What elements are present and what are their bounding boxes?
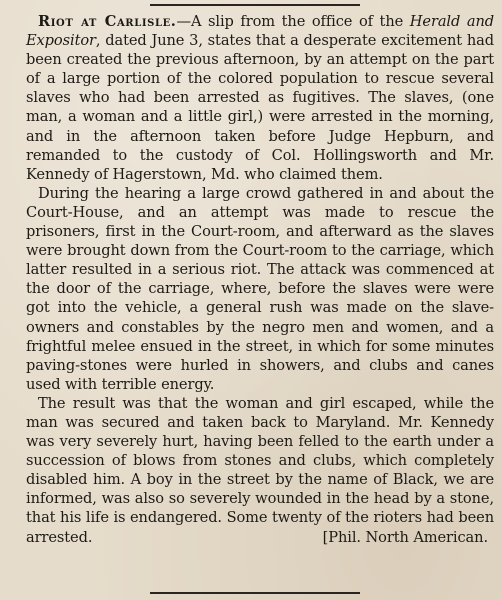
paragraph-1: [26, 12, 494, 184]
source-attribution: [Phil. North American.: [322, 528, 488, 546]
paragraph-3: [26, 394, 494, 547]
article-body: [26, 12, 494, 547]
bottom-divider-rule: [150, 592, 360, 594]
paragraph-2: During the hearing a large crowd gathered in and about the Court-House, and an attempt was made to rescue the prisoners, first in the Court-room, and afterward as the slaves were brought down from the Court-room to the carriage, which latter resulted in a serious riot. The attack was commenced at the door of the carriage, where, before the slaves were were got into the vehicle, a general rush was made on the slave-owners and constables by the negro men and women, and a frightful melee ensued in the street, in which for some minutes paving-stones were hurled in showers, and clubs and canes used with terrible energy.: [26, 184, 494, 393]
article-title: Riot at Carlisle.: [38, 13, 177, 30]
newspaper-name: Herald and Expositor: [26, 13, 494, 50]
paragraph-1-intro: —A slip from the office of the: [176, 13, 410, 30]
paragraph-1-text: , dated June 3, states that a desperate excitement had been created the previous afternoon, by an attempt on the part of a large portion of the colored population to rescue several slaves who had been arrested as fugitives. The slaves, (one man, a woman and a little girl,) were arrested in the morning, and in the afternoon taken before Judge Hepburn, and remanded to the custody of Col. Hollingsworth and Mr. Kennedy of Hagerstown, Md. who claimed them.: [26, 32, 494, 183]
paragraph-3-text: The result was that the woman and girl escaped, while the man was secured and taken back to Maryland. Mr. Kennedy was very severely hurt, having been felled to the earth under a succession of blows from stones and clubs, which completely disabled him. A boy in the street by the name of Black, we are informed, was also so severely wounded in the head by a stone, that his life is endangered. Some twenty of the rioters had been arrested.: [26, 394, 494, 546]
top-divider-rule: [150, 4, 360, 6]
